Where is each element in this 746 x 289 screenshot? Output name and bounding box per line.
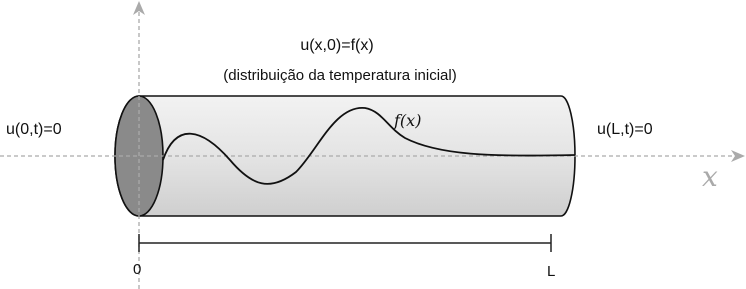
right-boundary-label: u(L,t)=0 (597, 121, 653, 138)
curve-label: f(x) (394, 111, 422, 130)
x-axis-arrowhead (731, 150, 745, 162)
initial-condition-label: u(x,0)=f(x) (300, 37, 374, 54)
left-boundary-label: u(0,t)=0 (6, 121, 62, 138)
x-axis-label: x (702, 160, 718, 193)
origin-label: 0 (133, 261, 142, 278)
initial-condition-note: (distribuição da temperatura inicial) (223, 67, 457, 84)
length-label: L (547, 263, 556, 280)
